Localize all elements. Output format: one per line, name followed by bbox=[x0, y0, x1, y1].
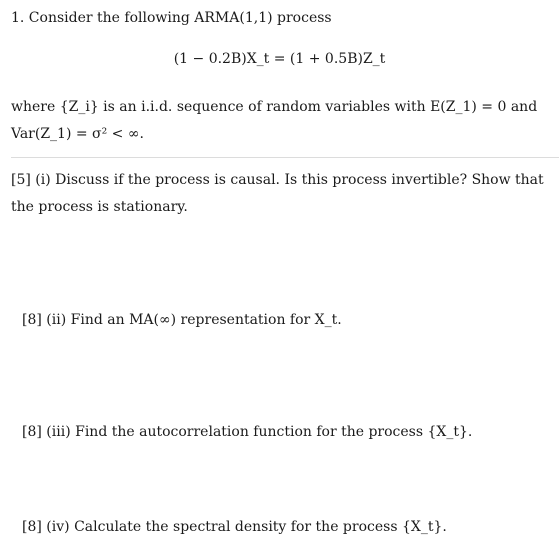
part-ii-marks: [8] bbox=[22, 312, 42, 328]
part-iv bbox=[22, 518, 447, 536]
part-ii bbox=[22, 311, 342, 329]
part-i bbox=[11, 171, 544, 189]
part-i-label: (i) bbox=[35, 172, 51, 188]
question-intro: 1. Consider the following ARMA(1,1) process bbox=[11, 10, 332, 26]
part-iv-text: Calculate the spectral density for the process {X_t}. bbox=[74, 519, 447, 535]
part-ii-label: (ii) bbox=[46, 312, 67, 328]
part-iii bbox=[22, 423, 472, 441]
part-i-text-line-2: the process is stationary. bbox=[11, 199, 188, 215]
part-iv-label: (iv) bbox=[46, 519, 70, 535]
assumption-line-1: where {Z_i} is an i.i.d. sequence of random variables with E(Z_1) = 0 and bbox=[11, 99, 538, 115]
divider bbox=[11, 157, 559, 158]
part-i-continuation bbox=[11, 198, 188, 216]
part-iii-marks: [8] bbox=[22, 424, 42, 440]
part-iii-text: Find the autocorrelation function for the process {X_t}. bbox=[75, 424, 473, 440]
part-iii-label: (iii) bbox=[46, 424, 71, 440]
arma-equation: (1 − 0.2B)X_t = (1 + 0.5B)Z_t bbox=[173, 51, 386, 67]
part-iv-marks: [8] bbox=[22, 519, 42, 535]
part-i-marks: [5] bbox=[11, 172, 31, 188]
assumption-line-2: Var(Z_1) = σ² < ∞. bbox=[11, 126, 144, 142]
part-i-text-line-1: Discuss if the process is causal. Is this process invertible? Show that bbox=[55, 172, 544, 188]
part-ii-text: Find an MA(∞) representation for X_t. bbox=[70, 312, 342, 328]
